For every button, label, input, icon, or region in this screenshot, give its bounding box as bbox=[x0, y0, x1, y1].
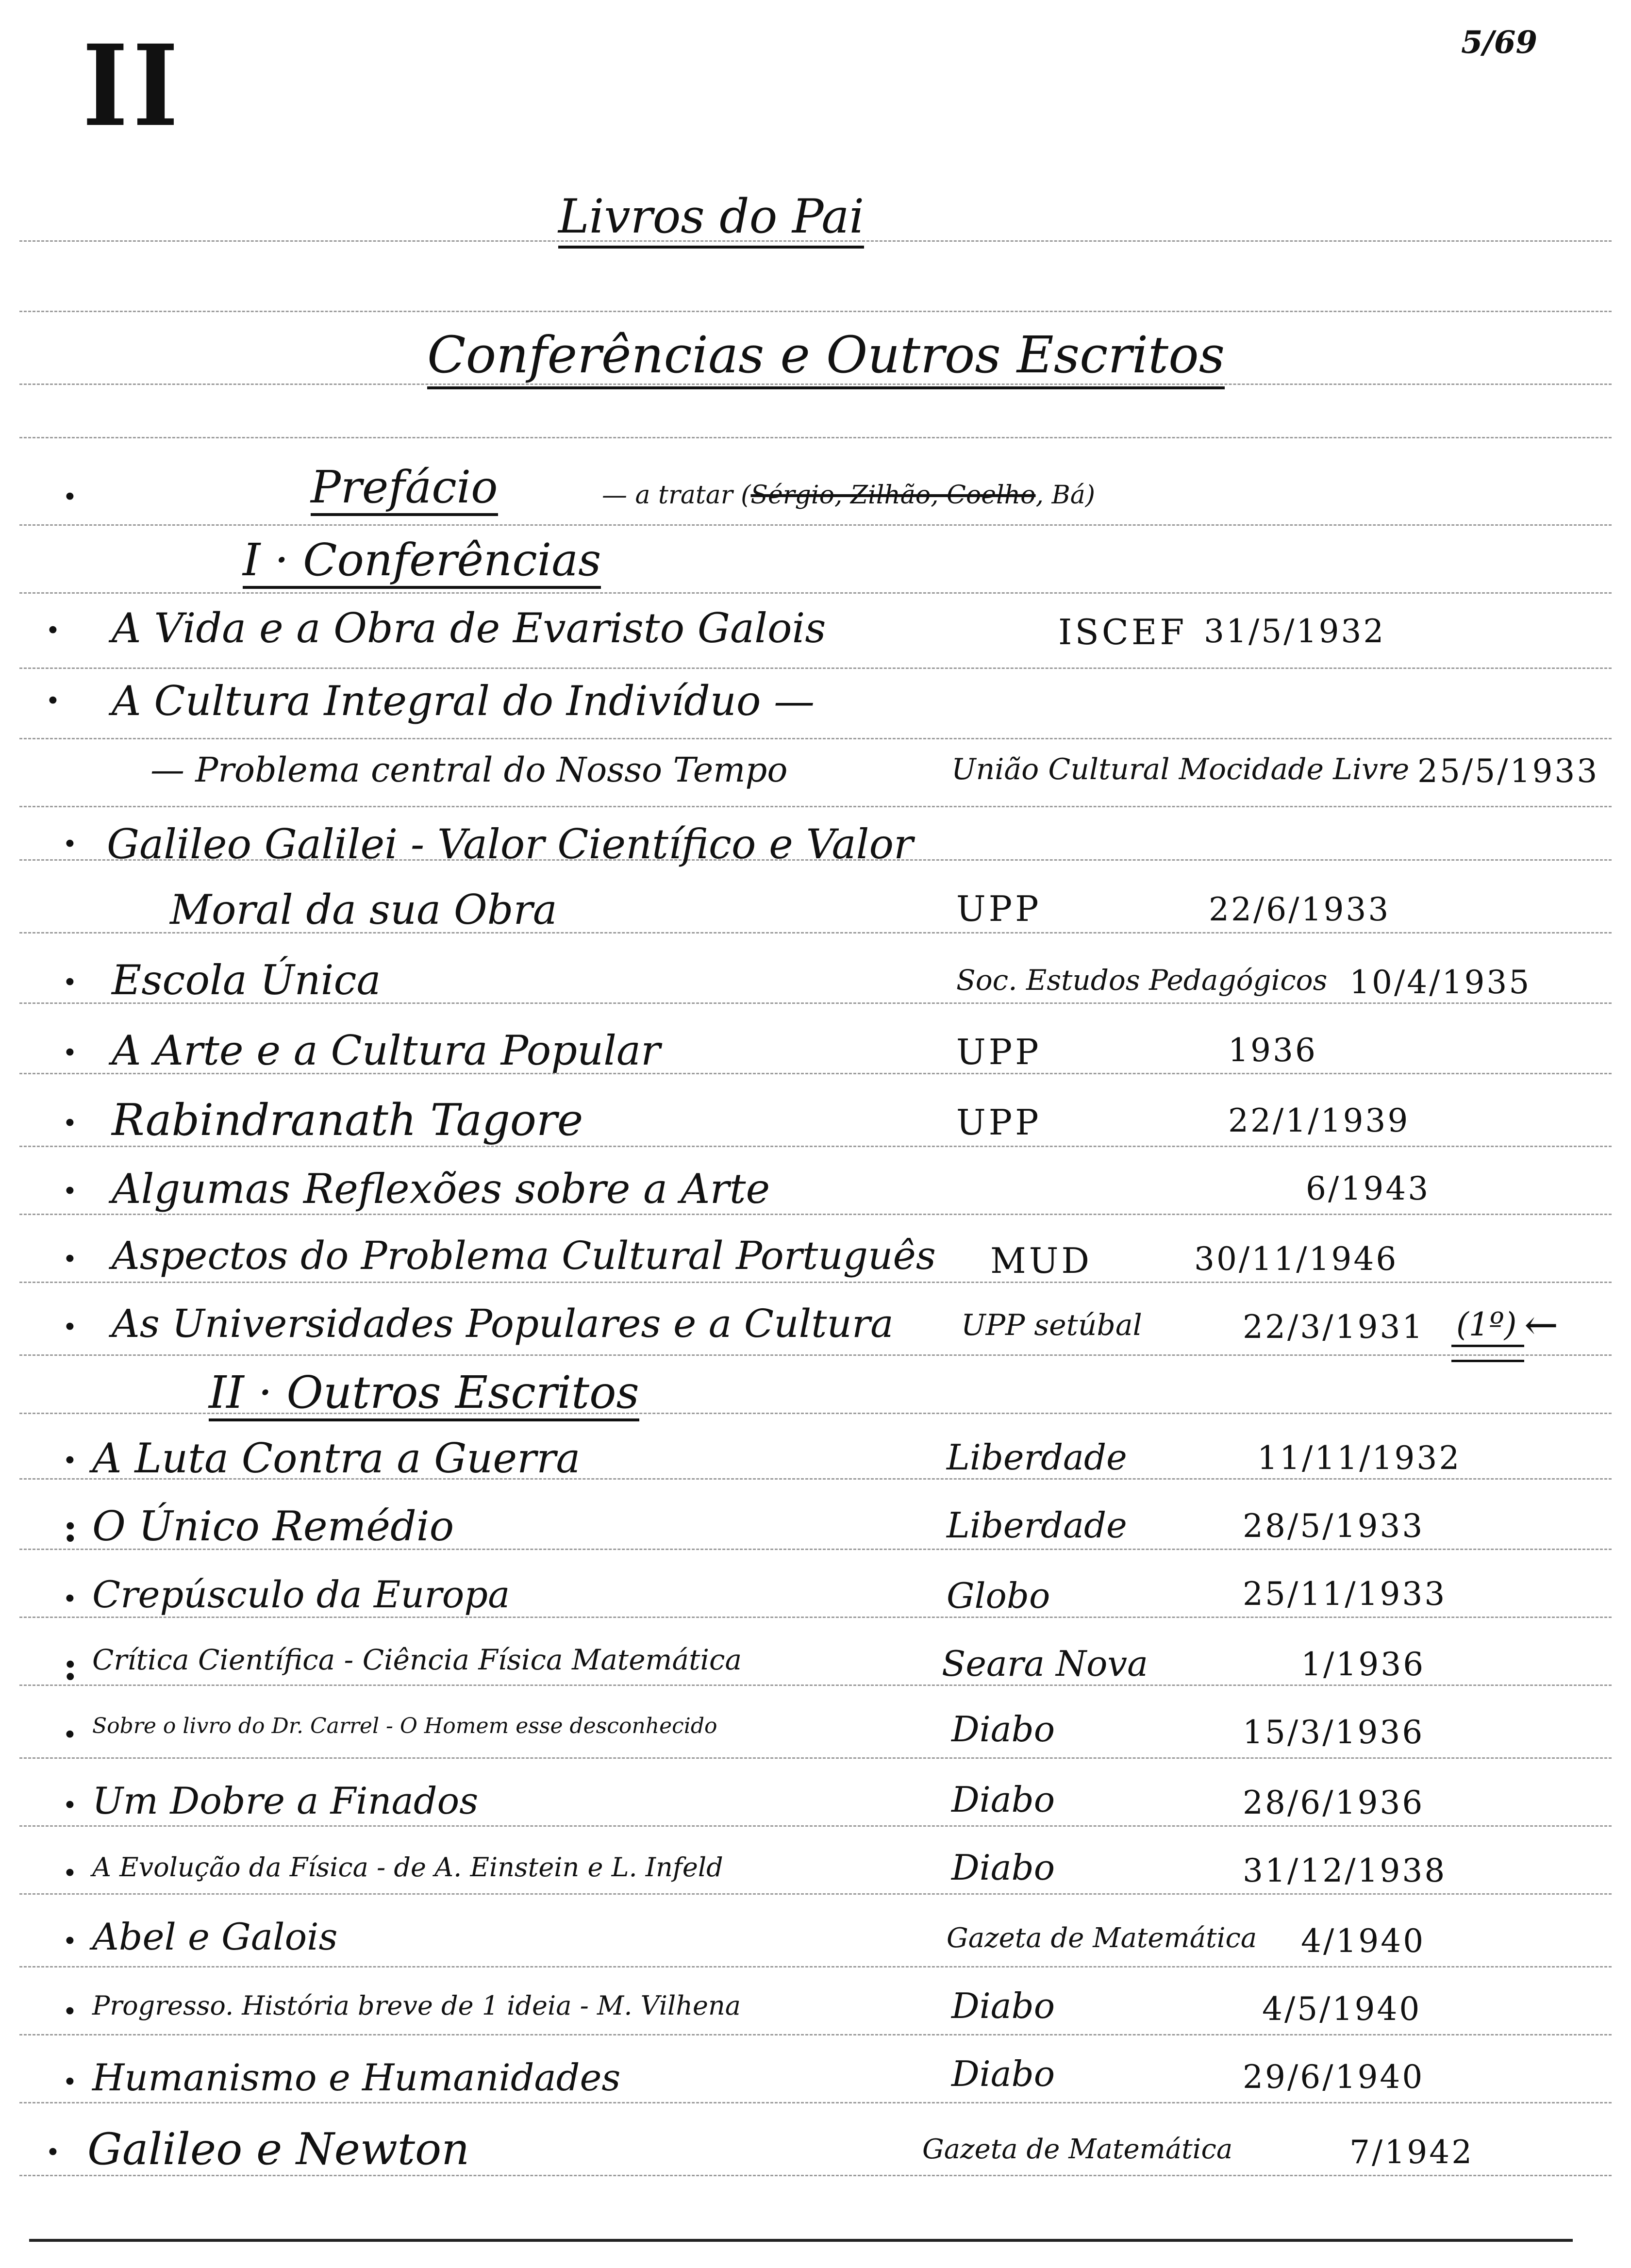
entry-title: A Luta Contra a Guerra bbox=[92, 1434, 581, 1482]
bullet-mark: · bbox=[63, 959, 77, 1004]
entry-title: O Único Remédio bbox=[92, 1502, 454, 1550]
entry-venue: União Cultural Mocidade Livre bbox=[951, 752, 1410, 786]
bullet-mark: · bbox=[63, 473, 77, 519]
bullet-mark: · bbox=[63, 1711, 77, 1757]
entry-date: 31/12/1938 bbox=[1243, 1852, 1447, 1889]
entry-date: 22/3/1931 bbox=[1243, 1308, 1425, 1346]
entry-venue: UPP bbox=[956, 888, 1042, 929]
bullet-mark: : bbox=[63, 1643, 78, 1689]
entry-date: 22/6/1933 bbox=[1209, 891, 1391, 928]
bullet-mark: · bbox=[63, 1575, 77, 1621]
prefacio-note-struck: Sérgio, Zilhão, Coelho bbox=[750, 481, 1036, 510]
entry-date: 29/6/1940 bbox=[1243, 2058, 1425, 2096]
ruled-line bbox=[19, 2102, 1612, 2103]
entry-title: A Evolução da Física - de A. Einstein e L. Infeld bbox=[92, 1852, 723, 1883]
bullet-mark: : bbox=[63, 1505, 78, 1551]
bullet-mark: · bbox=[63, 1850, 77, 1895]
ruled-line bbox=[19, 1825, 1612, 1827]
entry-venue: Liberdade bbox=[947, 1505, 1127, 1546]
page-title: Livros do Pai bbox=[558, 189, 864, 249]
ruled-line bbox=[19, 1354, 1612, 1356]
ruled-line bbox=[19, 1146, 1612, 1147]
double-underline-mark bbox=[1451, 1345, 1524, 1362]
bullet-mark: · bbox=[46, 607, 60, 652]
left-arrow-icon: ← bbox=[1524, 1301, 1559, 1349]
entry-venue: Diabo bbox=[951, 2053, 1055, 2094]
section-heading-conferencias: I · Conferências bbox=[243, 534, 601, 589]
entry-title: A Arte e a Cultura Popular bbox=[112, 1027, 661, 1074]
ruled-line bbox=[19, 1893, 1612, 1895]
bullet-mark: · bbox=[63, 1437, 77, 1483]
entry-title-continuation: Moral da sua Obra bbox=[170, 886, 557, 934]
entry-date: 31/5/1932 bbox=[1204, 613, 1386, 650]
entry-date: 25/11/1933 bbox=[1243, 1575, 1447, 1613]
entry-title: A Vida e a Obra de Evaristo Galois bbox=[112, 604, 826, 652]
ruled-line bbox=[19, 806, 1612, 807]
entry-title: Humanismo e Humanidades bbox=[92, 2056, 621, 2099]
ruled-line bbox=[19, 311, 1612, 312]
entry-date: 22/1/1939 bbox=[1228, 1102, 1410, 1139]
entry-venue: MUD bbox=[990, 1240, 1093, 1281]
ruled-line bbox=[19, 1214, 1612, 1215]
entry-title: Escola Única bbox=[112, 956, 381, 1004]
prefacio-note-prefix: — a tratar ( bbox=[602, 481, 751, 510]
entry-venue: Liberdade bbox=[947, 1437, 1127, 1478]
entry-venue: Gazeta de Matemática bbox=[922, 2134, 1233, 2165]
entry-date: 28/6/1936 bbox=[1243, 1784, 1425, 1821]
entry-date: 30/11/1946 bbox=[1194, 1240, 1398, 1278]
bullet-mark: · bbox=[63, 1303, 77, 1349]
ruled-line bbox=[19, 1966, 1612, 1968]
bullet-mark: · bbox=[46, 2129, 60, 2174]
entry-note: (1º) bbox=[1456, 1306, 1517, 1343]
bullet-mark: · bbox=[63, 1100, 77, 1145]
ruled-line bbox=[19, 1684, 1612, 1686]
entry-venue: UPP bbox=[956, 1102, 1042, 1143]
ruled-line bbox=[19, 1282, 1612, 1283]
entry-venue: Soc. Estudos Pedagógicos bbox=[956, 964, 1328, 997]
bullet-mark: · bbox=[46, 677, 60, 723]
entry-date: 15/3/1936 bbox=[1243, 1714, 1425, 1751]
entry-venue: Gazeta de Matemática bbox=[947, 1922, 1257, 1954]
entry-venue: UPP bbox=[956, 1032, 1042, 1072]
ruled-line bbox=[19, 738, 1612, 739]
ruled-line bbox=[19, 592, 1612, 594]
bullet-mark: · bbox=[63, 1167, 77, 1213]
bullet-mark: · bbox=[63, 2058, 77, 2104]
entry-title: Crepúsculo da Europa bbox=[92, 1573, 510, 1616]
entry-date: 1936 bbox=[1228, 1032, 1317, 1069]
bullet-mark: · bbox=[63, 1029, 77, 1075]
prefacio-label: Prefácio bbox=[311, 461, 498, 516]
entry-date: 10/4/1935 bbox=[1349, 964, 1531, 1001]
bullet-mark: · bbox=[63, 1782, 77, 1827]
ruled-line bbox=[19, 1757, 1612, 1759]
section-heading-outros-escritos: II · Outros Escritos bbox=[209, 1367, 639, 1421]
entry-title: Rabindranath Tagore bbox=[112, 1095, 583, 1146]
page-bottom-rule bbox=[29, 2239, 1573, 2242]
entry-venue: Diabo bbox=[951, 1985, 1055, 2026]
entry-date: 4/5/1940 bbox=[1262, 1990, 1422, 2028]
entry-venue: Diabo bbox=[951, 1709, 1055, 1750]
entry-venue: ISCEF bbox=[1058, 612, 1187, 652]
entry-date: 6/1943 bbox=[1306, 1170, 1431, 1207]
entry-title: Um Dobre a Finados bbox=[92, 1779, 479, 1822]
entry-title: A Cultura Integral do Indivíduo — bbox=[112, 677, 815, 725]
entry-title: Algumas Reflexões sobre a Arte bbox=[112, 1165, 770, 1213]
volume-mark: II bbox=[83, 20, 183, 152]
page-subtitle: Conferências e Outros Escritos bbox=[427, 325, 1225, 389]
ruled-line bbox=[19, 524, 1612, 526]
entry-title: Aspectos do Problema Cultural Português bbox=[112, 1233, 936, 1278]
entry-title: Crítica Científica - Ciência Física Matemática bbox=[92, 1643, 742, 1676]
entry-date: 11/11/1932 bbox=[1257, 1439, 1462, 1477]
entry-title: As Universidades Populares e a Cultura bbox=[112, 1301, 894, 1346]
entry-title: Abel e Galois bbox=[92, 1915, 338, 1958]
ruled-line bbox=[19, 667, 1612, 669]
entry-date: 1/1936 bbox=[1301, 1646, 1426, 1683]
entry-date: 4/1940 bbox=[1301, 1922, 1426, 1960]
entry-title: Galileo e Newton bbox=[87, 2124, 470, 2175]
bullet-mark: · bbox=[63, 1235, 77, 1281]
entry-venue: Diabo bbox=[951, 1779, 1055, 1820]
entry-title: Galileo Galilei - Valor Científico e Valor bbox=[107, 820, 914, 868]
bullet-mark: · bbox=[63, 1918, 77, 1963]
entry-venue: UPP setúbal bbox=[961, 1308, 1142, 1342]
prefacio-note-suffix: , Bá) bbox=[1035, 481, 1096, 510]
entry-date: 28/5/1933 bbox=[1243, 1507, 1425, 1545]
ruled-line bbox=[19, 2034, 1612, 2035]
prefacio-note bbox=[602, 481, 1095, 510]
entry-title-continuation: — Problema central do Nosso Tempo bbox=[150, 750, 788, 790]
entry-date: 7/1942 bbox=[1349, 2134, 1474, 2171]
entry-venue: Globo bbox=[947, 1575, 1050, 1616]
bullet-mark: · bbox=[63, 820, 77, 866]
folio-number: 5/69 bbox=[1461, 24, 1537, 61]
ruled-line bbox=[19, 1617, 1612, 1618]
ruled-line bbox=[19, 2175, 1612, 2176]
entry-title: Progresso. História breve de 1 ideia - M. Vilhena bbox=[92, 1990, 741, 2021]
entry-venue: Diabo bbox=[951, 1847, 1055, 1888]
entry-title: Sobre o livro do Dr. Carrel - O Homem esse desconhecido bbox=[92, 1714, 717, 1738]
entry-date: 25/5/1933 bbox=[1417, 752, 1599, 790]
bullet-mark: · bbox=[63, 1988, 77, 2034]
entry-venue: Seara Nova bbox=[942, 1643, 1148, 1684]
ruled-line bbox=[19, 437, 1612, 438]
